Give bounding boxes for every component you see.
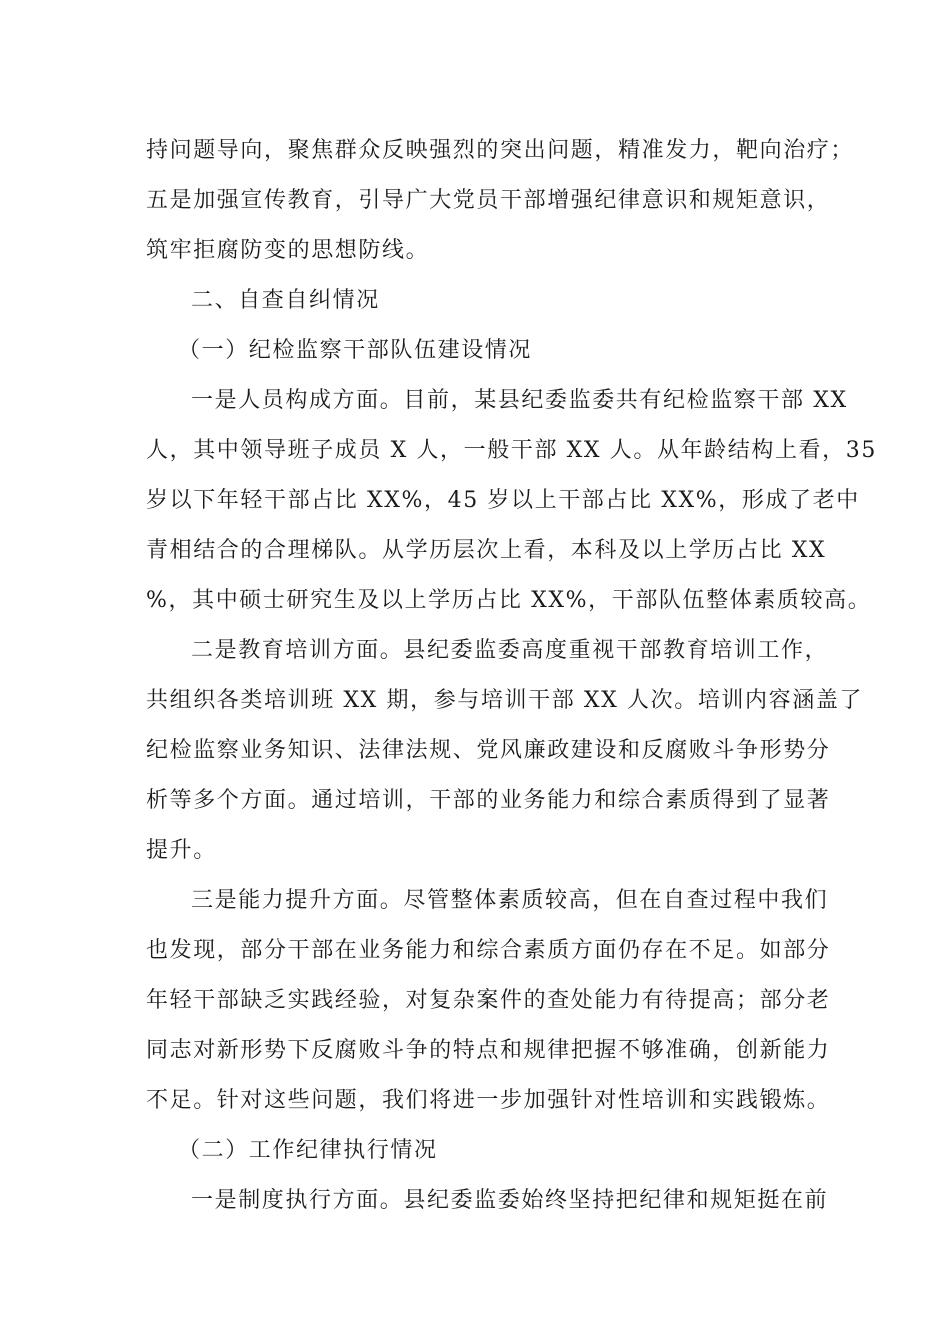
subsection-heading: （二）工作纪律执行情况 [178,1138,438,1163]
paragraph-start: 三是能力提升方面。尽管整体素质较高，但在自查过程中我们 [191,888,829,913]
text-line: 年轻干部缺乏实践经验，对复杂案件的查处能力有待提高；部分老 [146,988,831,1013]
text-line: 也发现，部分干部在业务能力和综合素质方面仍存在不足。如部分 [146,938,831,963]
text-line: 持问题导向，聚焦群众反映强烈的突出问题，精准发力，靶向治疗； [146,138,855,163]
paragraph-start: 一是制度执行方面。县纪委监委始终坚持把纪律和规矩挺在前 [191,1188,829,1213]
text-line: 人，其中领导班子成员 X 人，一般干部 XX 人。从年龄结构上看，35 [146,438,877,463]
text-line: 青相结合的合理梯队。从学历层次上看，本科及以上学历占比 XX [146,538,827,563]
paragraph-start: 二是教育培训方面。县纪委监委高度重视干部教育培训工作， [191,638,829,663]
paragraph-start: 一是人员构成方面。目前，某县纪委监委共有纪检监察干部 XX [191,388,848,413]
text-line: 纪检监察业务知识、法律法规、党风廉政建设和反腐败斗争形势分 [146,738,831,763]
section-heading: 二、自查自纠情况 [191,288,380,313]
text-line: 提升。 [146,838,217,863]
text-line: 五是加强宣传教育，引导广大党员干部增强纪律意识和规矩意识， [146,188,831,213]
text-line: 筑牢拒腐防变的思想防线。 [146,238,430,263]
text-line: %，其中硕士研究生及以上学历占比 XX%，干部队伍整体素质较高。 [146,588,872,613]
text-line: 共组织各类培训班 XX 期，参与培训干部 XX 人次。培训内容涵盖了 [146,688,864,713]
text-line: 同志对新形势下反腐败斗争的特点和规律把握不够准确，创新能力 [146,1038,831,1063]
subsection-heading: （一）纪检监察干部队伍建设情况 [178,338,533,363]
text-line: 不足。针对这些问题，我们将进一步加强针对性培训和实践锻炼。 [146,1088,831,1113]
text-line: 岁以下年轻干部占比 XX%，45 岁以上干部占比 XX%，形成了老中 [146,488,860,513]
text-line: 析等多个方面。通过培训，干部的业务能力和综合素质得到了显著 [146,788,831,813]
